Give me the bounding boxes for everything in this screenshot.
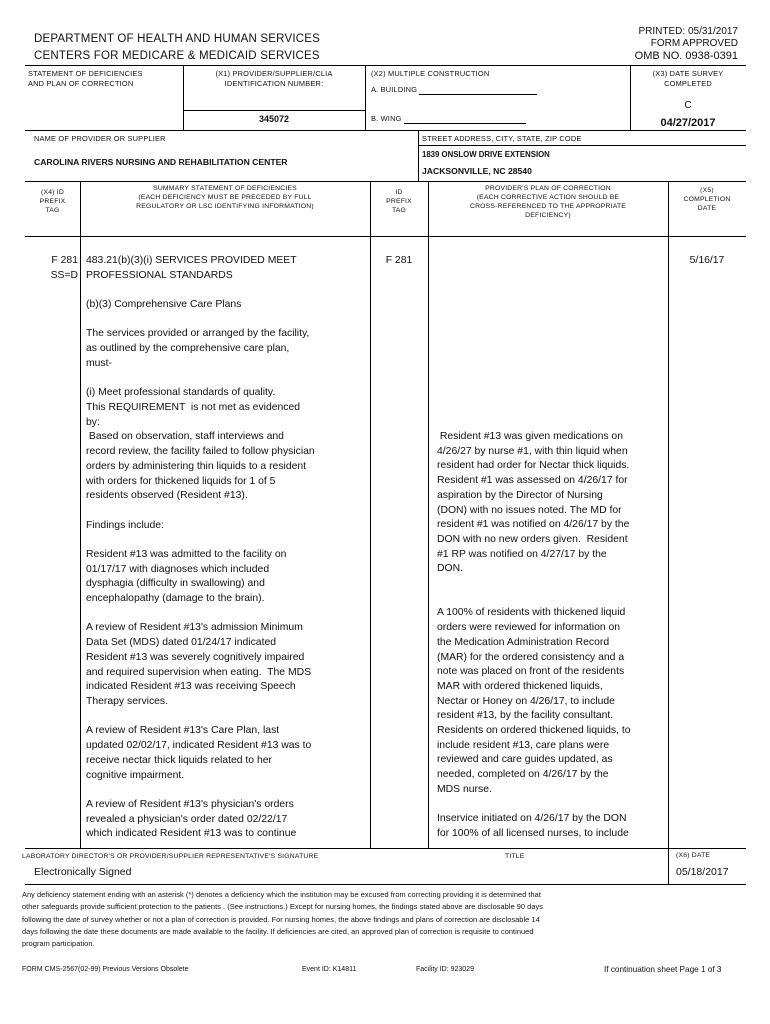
- rule: [418, 145, 746, 146]
- address-label: STREET ADDRESS, CITY, STATE, ZIP CODE: [422, 134, 582, 143]
- text-line: Resident #13 was admitted to the facility on: [86, 548, 287, 560]
- text-line: 483.21(b)(3)(i) SERVICES PROVIDED MEET: [86, 255, 297, 266]
- text-line: include resident #13, care plans were: [437, 739, 610, 751]
- text-line: Based on observation, staff interviews and: [86, 431, 284, 443]
- text-line: Resident #13 was severely cognitively impaired: [86, 651, 305, 663]
- plan-heading: PROVIDER'S PLAN OF CORRECTION (EACH CORRECTIVE ACTION SHOULD BE CROSS-REFERENCED TO THE APPROPRIATE DEFICIENCY): [469, 185, 627, 219]
- text-line: [86, 533, 368, 548]
- x6-date-label: (X6) DATE: [676, 852, 711, 859]
- survey-completed-date: 04/27/2017: [660, 117, 716, 129]
- provider-id-number: 345072: [258, 114, 290, 124]
- form-number: FORM CMS-2567(02-99) Previous Versions Obsolete: [22, 966, 189, 973]
- rule: [25, 848, 746, 849]
- text-line: A 100% of residents with thickened liquid: [437, 607, 626, 619]
- text-line: note was placed on front of the residents: [437, 666, 625, 678]
- text-line: (DON) with no issues noted. The MD for: [437, 504, 622, 516]
- scope-severity: SS=D: [50, 269, 78, 281]
- header-right: [635, 26, 738, 62]
- survey-code: C: [684, 100, 692, 111]
- text-line: resident #1 was notified on 4/26/17 by the: [437, 519, 630, 531]
- text-line: (MAR) for the ordered consistency and a: [437, 651, 625, 663]
- rule: [183, 110, 365, 111]
- text-line: orders by administering thin liquids to a resident: [86, 460, 307, 472]
- text-line: #1 RP was notified on 4/27/17 by the: [437, 548, 607, 560]
- wing-row: [371, 114, 526, 124]
- text-line: This REQUIREMENT is not met as evidenced: [86, 401, 301, 413]
- building-label: A. BUILDING: [371, 85, 418, 94]
- wing-label: B. WING: [371, 114, 402, 123]
- text-line: [86, 372, 368, 387]
- street-address: 1839 ONSLOW DRIVE EXTENSION: [422, 150, 550, 159]
- event-id: Event ID: K14811: [302, 966, 357, 973]
- text-line: with orders for thickened liquids for 1 of 5: [86, 475, 276, 487]
- text-line: record review, the facility failed to follow physician: [86, 446, 315, 458]
- text-line: as outlined by the comprehensive care plan,: [86, 343, 290, 355]
- rule: [25, 130, 746, 131]
- text-line: indicated Resident #13 was receiving Speech: [86, 681, 296, 693]
- omb-number: OMB NO. 0938-0391: [634, 50, 738, 62]
- disclaimer: Any deficiency statement ending with an asterisk (*) denotes a deficiency which the institution may be excused from correcting providing it is determined that other safeguards provide sufficient protection to the patients . (See instructions.) Except for nursing homes, the findings stated above are disclosable 90 days following the date of survey whether or not a plan of correction is provided. For nursing homes, the above findings and plans of correction are disclosable 14 days following the date these documents are made available to the facility. If deficiencies are cited, an approved plan of correction is requisite to continued program participation.: [22, 890, 543, 949]
- statement-label: STATEMENT OF DEFICIENCIES AND PLAN OF CORRECTION: [28, 69, 143, 88]
- text-line: [86, 504, 368, 519]
- title-label: TITLE: [505, 853, 525, 860]
- text-line: 01/17/17 with diagnoses which included: [86, 563, 270, 575]
- text-line: Nectar or Honey on 4/26/17, to include: [437, 695, 615, 707]
- rule: [25, 236, 746, 237]
- id-heading: ID PREFIX TAG: [386, 189, 412, 214]
- agency-line-2: CENTERS FOR MEDICARE & MEDICAID SERVICES: [34, 50, 320, 62]
- text-line: the Medication Administration Record: [437, 636, 610, 648]
- agency-line-1: DEPARTMENT OF HEALTH AND HUMAN SERVICES: [34, 33, 320, 45]
- text-line: MAR with ordered thickened liquids,: [437, 680, 603, 692]
- text-line: MDS nurse.: [437, 783, 492, 795]
- text-line: [86, 607, 368, 622]
- text-line: for 100% of all licensed nurses, to include: [437, 827, 629, 839]
- rule: [428, 181, 429, 848]
- page-number: If continuation sheet Page 1 of 3: [604, 965, 722, 974]
- text-line: DON.: [437, 563, 463, 575]
- rule: [370, 181, 371, 848]
- text-line: cognitive impairment.: [86, 769, 185, 781]
- text-line: [437, 798, 667, 813]
- text-line: [86, 283, 368, 298]
- text-line: [437, 577, 667, 592]
- plan-prefix-tag: F 281: [385, 255, 413, 266]
- rule: [668, 848, 669, 884]
- summary-heading: SUMMARY STATEMENT OF DEFICIENCIES (EACH DEFICIENCY MUST BE PRECEDED BY FULL REGULATORY OR LSC IDENTIFYING INFORMATION): [136, 185, 314, 210]
- x5-heading: (X5) COMPLETION DATE: [683, 187, 731, 212]
- text-line: A review of Resident #13's physician's orders: [86, 798, 294, 810]
- text-line: [86, 313, 368, 328]
- text-line: which indicated Resident #13 was to continue: [86, 828, 297, 840]
- facility-id: Facility ID: 923029: [416, 966, 474, 973]
- text-line: [86, 783, 368, 798]
- rule: [25, 884, 746, 885]
- signature-value: Electronically Signed: [34, 866, 132, 878]
- text-line: resident had order for Nectar thick liquids.: [437, 460, 630, 472]
- wing-field: [404, 114, 526, 124]
- building-field: [419, 85, 537, 95]
- text-line: 4/26/27 by nurse #1, with thin liquid when: [437, 445, 628, 457]
- text-line: Therapy services.: [86, 696, 168, 707]
- rule: [25, 181, 746, 182]
- text-line: (i) Meet professional standards of quality.: [86, 387, 276, 399]
- form-approved: FORM APPROVED: [650, 38, 738, 49]
- building-row: [371, 85, 537, 95]
- text-line: must-: [86, 357, 112, 369]
- text-line: A review of Resident #13's admission Minimum: [86, 622, 303, 634]
- plan-of-correction: [437, 430, 667, 842]
- prefix-tag: [28, 254, 78, 283]
- text-line: PROFESSIONAL STANDARDS: [86, 269, 233, 281]
- text-line: needed, completed on 4/26/17 by the: [437, 769, 609, 781]
- text-line: aspiration by the Director of Nursing: [437, 489, 603, 501]
- text-line: Inservice initiated on 4/26/17 by the DON: [437, 813, 627, 825]
- signature-label: LABORATORY DIRECTOR'S OR PROVIDER/SUPPLIER REPRESENTATIVE'S SIGNATURE: [22, 853, 319, 860]
- text-line: and required supervision when eating. The MDS: [86, 666, 312, 678]
- signature-date: 05/18/2017: [676, 866, 729, 878]
- provider-name-label: NAME OF PROVIDER OR SUPPLIER: [34, 134, 166, 143]
- printed-date: PRINTED: 05/31/2017: [638, 26, 738, 37]
- tag-f281: F 281: [51, 255, 78, 266]
- summary-statement: [86, 254, 368, 842]
- text-line: A review of Resident #13's Care Plan, last: [86, 725, 280, 737]
- text-line: by:: [86, 416, 100, 428]
- x3-label: (X3) DATE SURVEY COMPLETED: [652, 69, 724, 88]
- rule: [668, 181, 669, 848]
- text-line: revealed a physician's order dated 02/22/17: [86, 813, 288, 825]
- text-line: encephalopathy (damage to the brain).: [86, 593, 265, 605]
- completion-date: 5/16/17: [689, 255, 725, 266]
- text-line: [86, 710, 368, 725]
- text-line: Resident #1 was assessed on 4/26/17 for: [437, 475, 628, 487]
- rule: [418, 130, 419, 181]
- rule: [80, 181, 81, 848]
- text-line: reviewed and care guides updated, as: [437, 754, 613, 766]
- rule: [25, 65, 746, 66]
- provider-name: CAROLINA RIVERS NURSING AND REHABILITATION CENTER: [34, 157, 288, 167]
- rule: [365, 65, 366, 130]
- x4-id-heading: (X4) ID PREFIX TAG: [39, 189, 66, 214]
- text-line: Residents on ordered thickened liquids, to: [437, 725, 631, 737]
- text-line: DON with no new orders given. Resident: [437, 533, 628, 545]
- text-line: Resident #13 was given medications on: [437, 431, 623, 442]
- text-line: [437, 592, 667, 607]
- text-line: residents observed (Resident #13).: [86, 490, 248, 502]
- x1-label: (X1) PROVIDER/SUPPLIER/CLIA IDENTIFICATION NUMBER:: [215, 69, 333, 88]
- text-line: dysphagia (difficulty in swallowing) and: [86, 578, 265, 590]
- rule: [183, 65, 184, 130]
- text-line: (b)(3) Comprehensive Care Plans: [86, 299, 242, 311]
- text-line: resident #13, by the facility consultant.: [437, 710, 614, 722]
- text-line: Findings include:: [86, 519, 164, 531]
- text-line: receive nectar thick liquids related to her: [86, 754, 272, 766]
- city-state-zip: JACKSONVILLE, NC 28540: [422, 166, 532, 176]
- text-line: updated 02/02/17, indicated Resident #13 was to: [86, 740, 312, 752]
- x2-label: (X2) MULTIPLE CONSTRUCTION: [371, 69, 490, 78]
- text-line: The services provided or arranged by the facility,: [86, 328, 310, 340]
- text-line: Data Set (MDS) dated 01/24/17 indicated: [86, 637, 277, 649]
- text-line: orders were reviewed for information on: [437, 622, 621, 634]
